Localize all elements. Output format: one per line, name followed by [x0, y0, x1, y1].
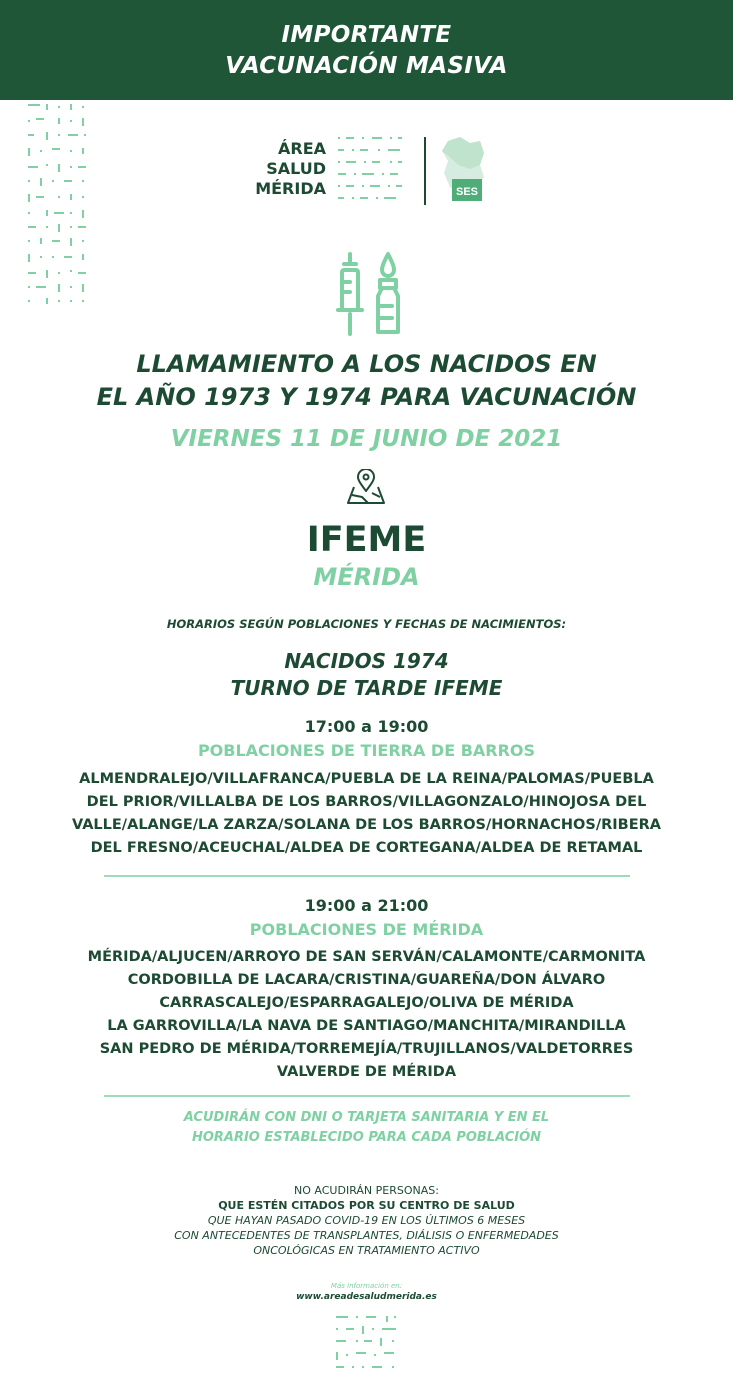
town-list-line: SAN PEDRO DE MÉRIDA/TORREMEJÍA/TRUJILLANOS/VALDETORRES: [99, 1041, 634, 1057]
birth-group-line-2: TURNO DE TARDE IFEME: [230, 676, 503, 700]
more-info-label: Más información en:: [330, 1282, 403, 1290]
bottom-dotted-pattern-decoration: [336, 1316, 400, 1368]
slot-1-time: 17:00 a 19:00: [304, 717, 429, 736]
slot-2-towns: [0, 946, 733, 1084]
divider: [104, 875, 630, 877]
exclusion-line: ONCOLÓGICAS EN TRATAMIENTO ACTIVO: [253, 1244, 480, 1257]
syringe-vial-icon: [330, 250, 410, 340]
town-list-line: CORDOBILLA DE LACARA/CRISTINA/GUAREÑA/DON ÁLVARO: [127, 972, 606, 988]
town-list-line: CARRASCALEJO/ESPARRAGALEJO/OLIVA DE MÉRIDA: [159, 995, 574, 1011]
schedule-intro: HORARIOS SEGÚN POBLACIONES Y FECHAS DE NACIMIENTOS:: [166, 617, 567, 631]
exclusion-line: QUE HAYAN PASADO COVID-19 EN LOS ÚLTIMOS 6 MESES: [207, 1214, 526, 1227]
area-salud-merida-logo: [244, 135, 494, 207]
dotted-pattern-decoration: [26, 104, 90, 306]
town-list-line: VALLE/ALANGE/LA ZARZA/SOLANA DE LOS BARROS/HORNACHOS/RIBERA: [71, 817, 662, 833]
town-list-line: DEL PRIOR/VILLALBA DE LOS BARROS/VILLAGONZALO/HINOJOSA DEL: [86, 794, 647, 810]
birth-group-line-1: NACIDOS 1974: [284, 649, 449, 673]
header-title: IMPORTANTE: [281, 22, 452, 48]
map-location-icon: [346, 469, 386, 507]
ses-badge-text: SES: [455, 186, 479, 198]
logo-line-area: ÁREA: [277, 139, 326, 158]
call-line-2: EL AÑO 1973 Y 1974 PARA VACUNACIÓN: [96, 383, 637, 411]
header-subtitle: VACUNACIÓN MASIVA: [225, 53, 508, 79]
exclusions-block: [0, 1183, 733, 1258]
header-banner: [0, 0, 733, 100]
slot-2-title: POBLACIONES DE MÉRIDA: [249, 920, 484, 939]
exclusion-line: QUE ESTÉN CITADOS POR SU CENTRO DE SALUD: [218, 1199, 515, 1212]
exclusions-heading: NO ACUDIRÁN PERSONAS:: [294, 1184, 439, 1197]
logo-separator: [424, 137, 426, 205]
exclusion-line: CON ANTECEDENTES DE TRANSPLANTES, DIÁLISIS O ENFERMEDADES: [174, 1229, 559, 1242]
ses-map-icon: [440, 135, 488, 203]
venue-city: MÉRIDA: [313, 563, 420, 591]
town-list-line: MÉRIDA/ALJUCEN/ARROYO DE SAN SERVÁN/CALAMONTE/CARMONITA: [87, 949, 646, 965]
event-date: VIERNES 11 DE JUNIO DE 2021: [170, 426, 563, 452]
attendance-note-line-2: HORARIO ESTABLECIDO PARA CADA POBLACIÓN: [191, 1130, 542, 1145]
divider: [104, 1095, 630, 1097]
venue-name: IFEME: [306, 520, 427, 560]
slot-1-title: POBLACIONES DE TIERRA DE BARROS: [197, 741, 536, 760]
call-line-1: LLAMAMIENTO A LOS NACIDOS EN: [136, 350, 597, 378]
slot-1-towns: [0, 768, 733, 860]
attendance-note: [0, 1108, 733, 1148]
call-heading: [0, 348, 733, 414]
town-list-line: DEL FRESNO/ACEUCHAL/ALDEA DE CORTEGANA/ALDEA DE RETAMAL: [90, 840, 643, 856]
town-list-line: ALMENDRALEJO/VILLAFRANCA/PUEBLA DE LA REINA/PALOMAS/PUEBLA: [79, 771, 654, 787]
logo-dots-pattern: [338, 137, 404, 203]
attendance-note-line-1: ACUDIRÁN CON DNI O TARJETA SANITARIA Y EN EL: [183, 1110, 550, 1125]
town-list-line: LA GARROVILLA/LA NAVA DE SANTIAGO/MANCHITA/MIRANDILLA: [107, 1018, 626, 1034]
slot-2-time: 19:00 a 21:00: [304, 896, 429, 915]
town-list-line: VALVERDE DE MÉRIDA: [276, 1064, 457, 1080]
birth-group-heading: [0, 648, 733, 702]
logo-line-salud: SALUD: [266, 159, 326, 178]
website-link[interactable]: www.areadesaludmerida.es: [296, 1292, 437, 1302]
logo-line-merida: MÉRIDA: [255, 179, 326, 198]
logo-text: [244, 139, 326, 199]
